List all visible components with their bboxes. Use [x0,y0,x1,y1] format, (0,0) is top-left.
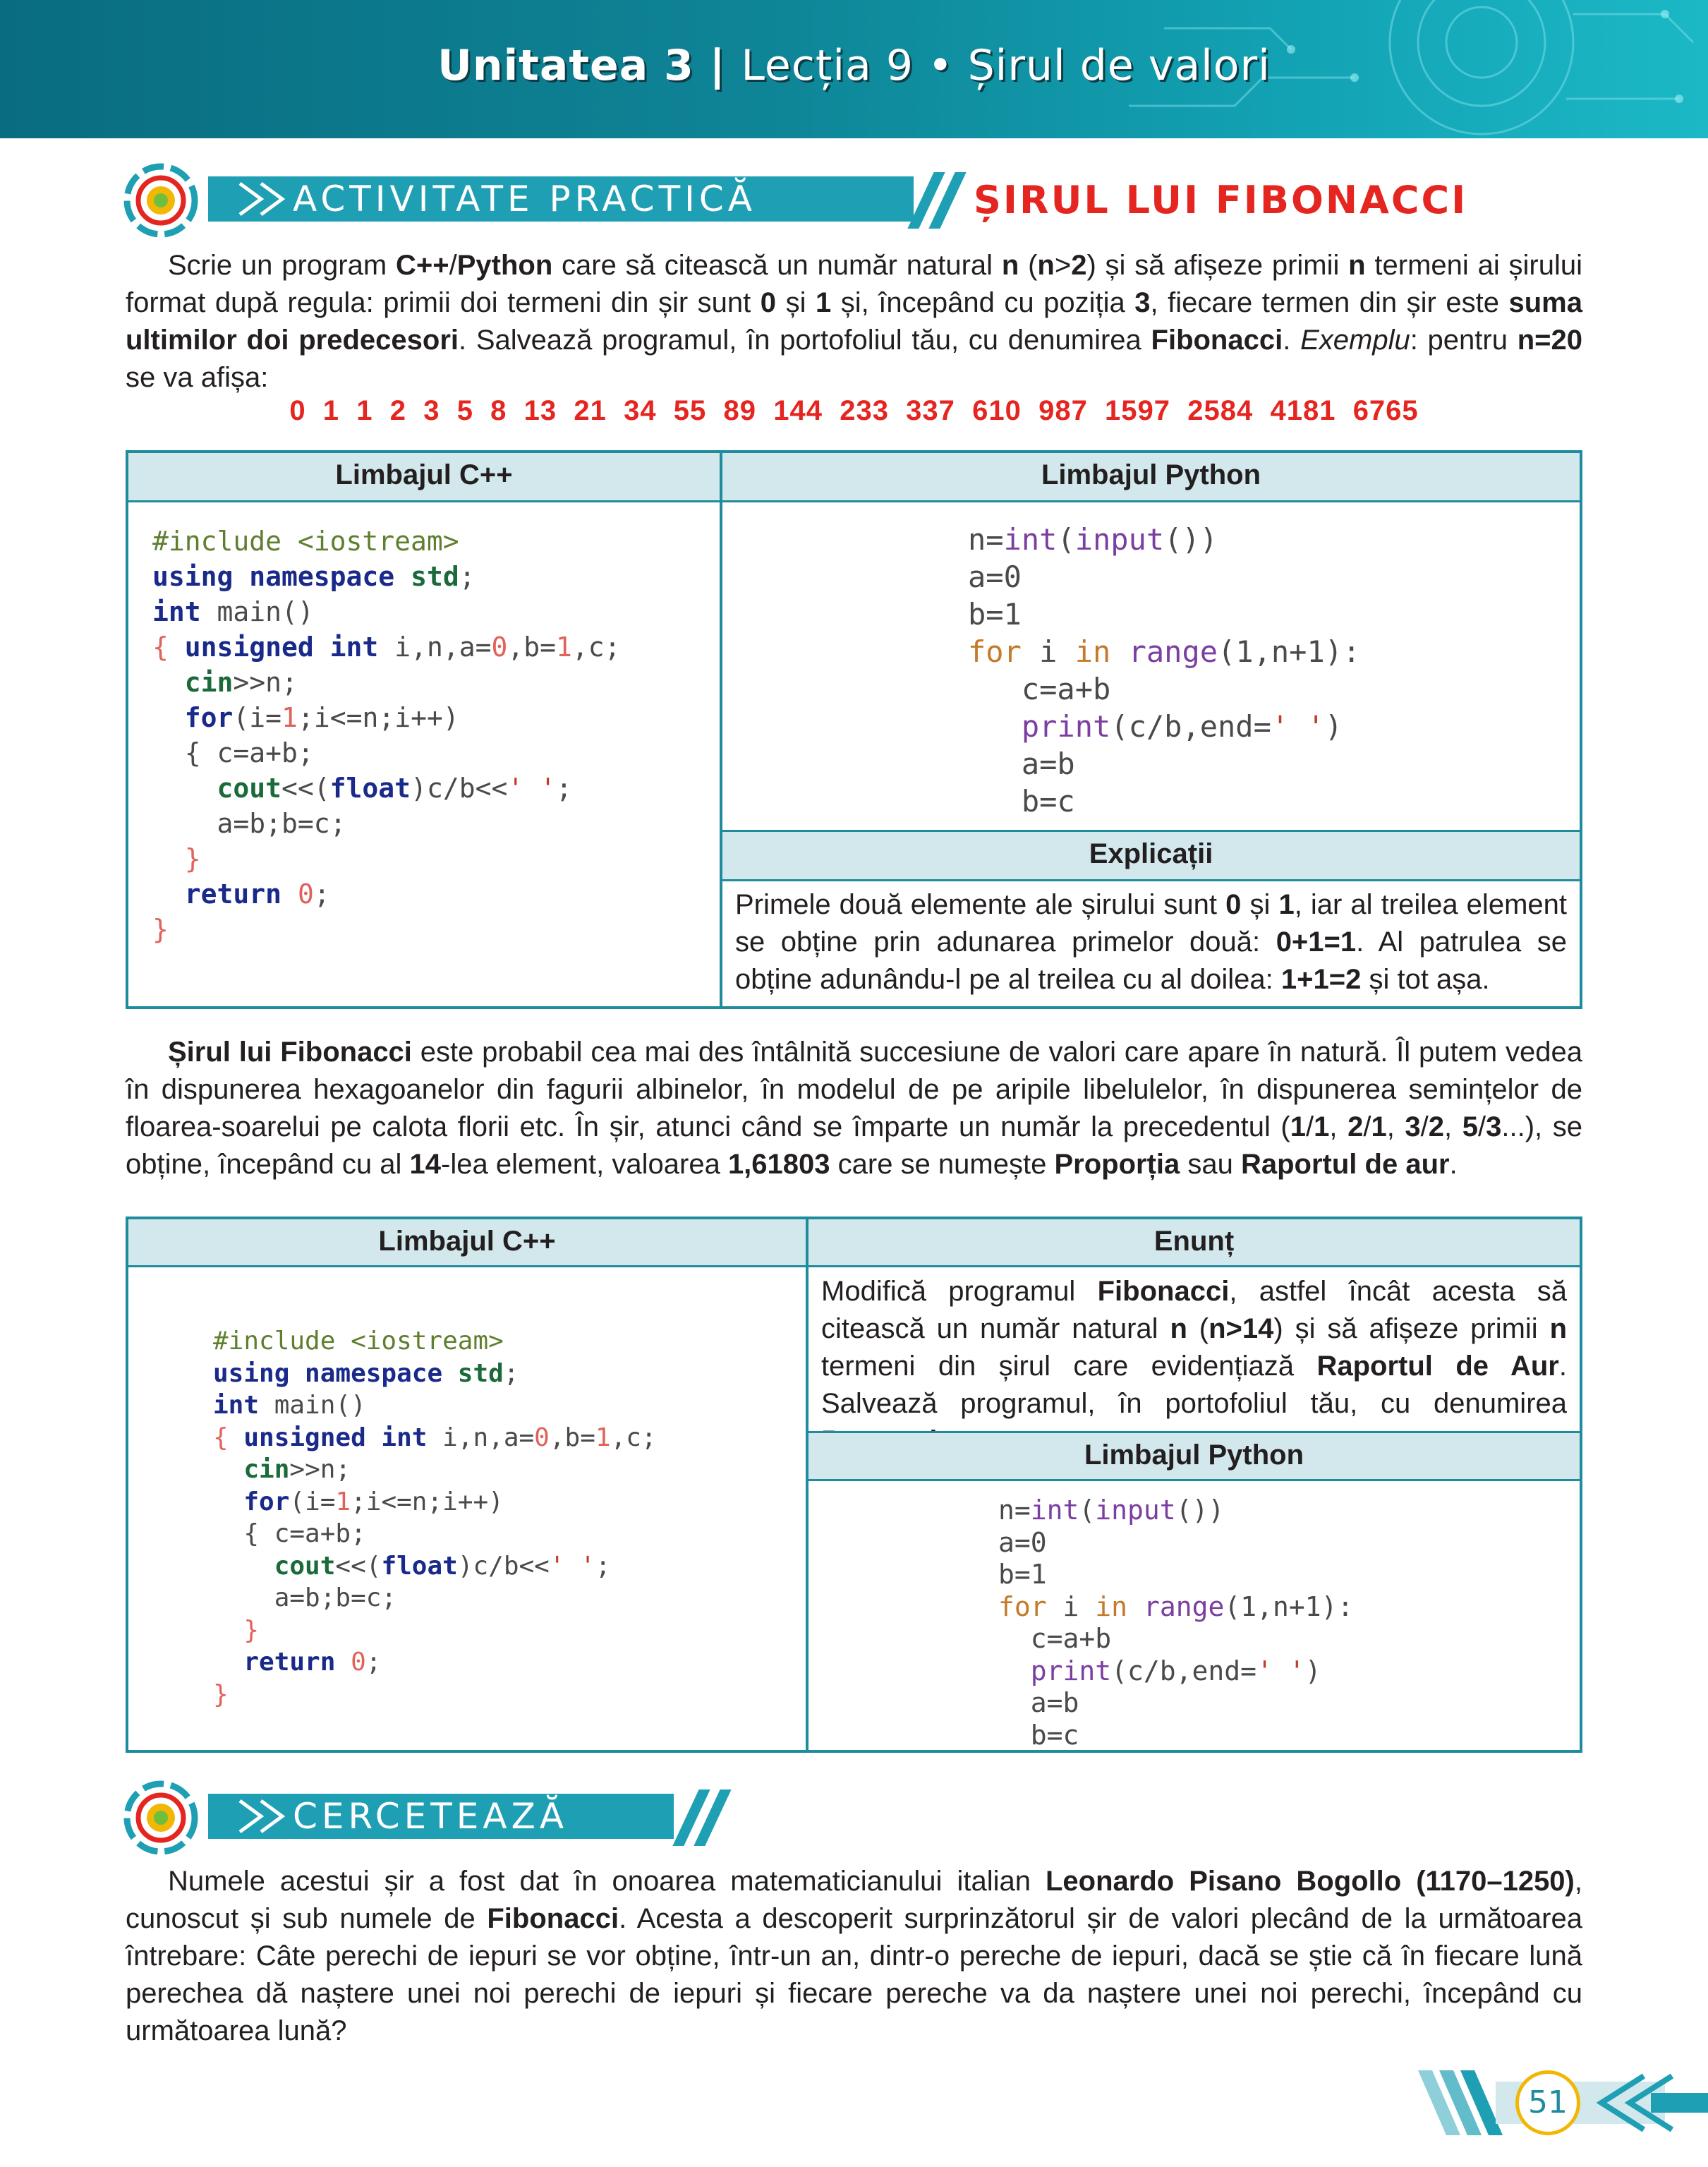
research-banner [120,1778,755,1856]
table1-header-cpp: Limbajul C++ [128,453,720,502]
page-header-title [0,41,1708,90]
fibonacci-nature-paragraph: Șirul lui Fibonacci este probabil cea mai des întâlnită succesiune de valori care apare în natură. Îl putem vedea în dispunerea hexagoanelor din fagurii albinelor, în modelul de pe aripile libelulelor, în dispunerea semințelor de floarea-soarelui pe calota florii etc. În șir, atunci când se împarte un număr la precedentul (1/1, 2/1, 3/2, 5/3...), se obține, începând cu al 14-lea element, valoarea 1,61803 care se numește Proporția sau Raportul de aur. [126,1037,1582,1180]
table1-header-python: Limbajul Python [722,453,1580,502]
research-label: CERCETEAZĂ [293,1796,569,1837]
explanations-text: Primele două elemente ale șirului sunt 0 și 1, iar al treilea element se obține prin adunarea primelor două: 0+1=1. Al patrulea se obține adunându-l pe al treilea cu al doilea: 1+1=2 și tot așa. [735,889,1567,995]
table2-header-python: Limbajul Python [808,1433,1580,1481]
enunt-text: Modifică programul Fibonacci, astfel încât acesta să citească un număr natural n (n>14) și să afișeze primii n termeni din șirul care evidențiază Raportul de Aur. Salvează programul, în portofoliul tău, cu denumirea [821,1276,1568,1419]
fibonacci-history-paragraph: Numele acestui șir a fost dat în onoarea matematicianului italian Leonardo Pisano Bogollo (1170–1250), cunoscut și sub numele de Fibonacci. Acesta a descoperit surprinzătorul șir de valori plecând de la următoarea întrebare: Câte perechi de iepuri se vor obține, într-un an, dintr-o pereche de iepuri, dacă se știe că în fiecare lună perechea dă naștere unei noi perechi de iepuri și fiecare pereche va da naștere unei noi perechi, începând cu următoarea lună? [126,1866,1583,2046]
double-arrow-icon [233,1798,296,1835]
unit-label: Unitatea 3 [437,41,694,90]
activity-label: ACTIVITATE PRACTICĂ [293,179,756,219]
page-header [0,0,1708,138]
table2-header-cpp: Limbajul C++ [128,1219,806,1267]
lesson-label: Lecția 9 • Șirul de valori [741,41,1271,90]
python-code-block: n=int(input()) a=0 b=1 for i in range(1,n+1): c=a+b print(c/b,end=' ') a=b b=c [968,522,1361,819]
cpp-code-block: #include <iostream> using namespace std; int main() { unsigned int i,n,a=0,b=1,c; cin>>n; for(i=1;i<=n;i++) { c=a+b; cout<<(float)c/b<<' '; a=b;b=c; } return 0; } [152,526,621,945]
activity-banner [120,161,917,239]
page-number: 51 [1515,2070,1580,2135]
table2-header-enunt: Enunț [808,1219,1580,1267]
cpp-code-block-2: #include <iostream> using namespace std; int main() { unsigned int i,n,a=0,b=1,c; cin>>n; for(i=1;i<=n;i++) { c=a+b; cout<<(float)c/b<<' '; a=b;b=c; } return 0; } [213,1327,657,1709]
intro-paragraph: Scrie un program C++/Python care să citească un număr natural n (n>2) și să afișeze primii n termeni ai șirului format după regula: primii doi termeni din șir sunt 0 și 1 și, începând cu poziția 3, fiecare termen din șir este suma ultimilor doi predecesori. Salvează programul, în portofoliul tău, cu denumirea Fibonacci. Exemplu: pentru n=20 se va afișa: [126,250,1583,393]
table-golden-ratio [126,1217,1582,1753]
table1-header-explanations: Explicații [722,832,1580,881]
fibonacci-sequence: 0 1 1 2 3 5 8 13 21 34 55 89 144 233 337 610 987 1597 2584 4181 6765 [289,395,1419,426]
double-arrow-icon [233,181,296,217]
gear-target-icon [120,161,212,239]
header-separator: | [709,41,726,90]
gear-target-icon [120,1778,212,1856]
activity-title: ȘIRUL LUI FIBONACCI [974,178,1468,222]
table-fibonacci-code [126,450,1582,1009]
python-code-block-2: n=int(input()) a=0 b=1 for i in range(1,n+1): c=a+b print(c/b,end=' ') a=b b=c [998,1495,1354,1751]
